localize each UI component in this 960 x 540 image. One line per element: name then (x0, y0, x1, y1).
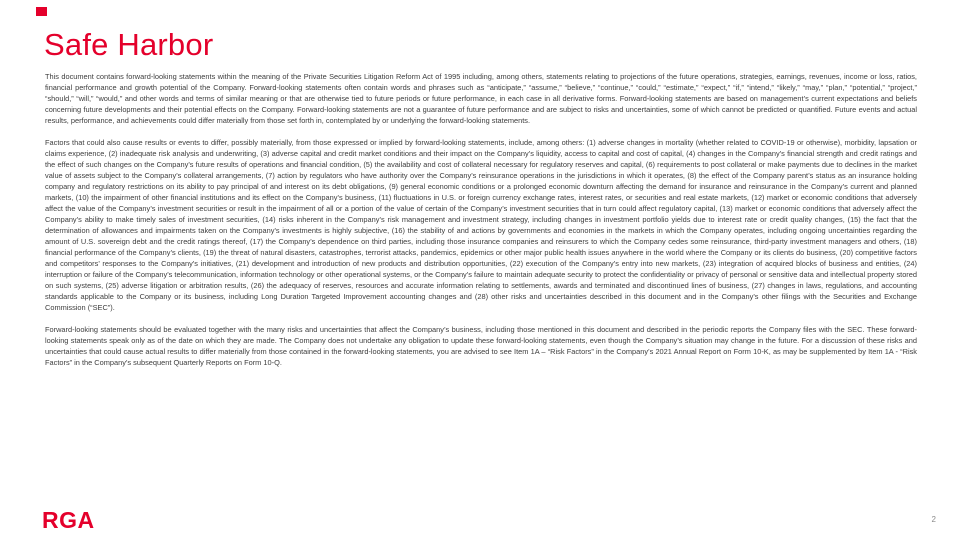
body-paragraph: Factors that could also cause results or events to differ, possibly materially, from those expressed or implied by forward-looking statements, include, among others: (1) adverse changes in mortality (whether related to COVID-19 or otherwise), morbidity, lapsation or claims experience, (2) inadequate risk analysis and underwriting, (3) adverse capital and credit market conditions and their impact on the Company’s liquidity, access to capital and cost of capital, (4) changes in the Company’s financial strength and credit ratings and the effect of such changes on the Company’s future results of operations and financial condition, (5) the availability and cost of collateral necessary for regulatory reserves and capital, (6) requirements to post collateral or make payments due to declines in the market value of assets subject to the Company’s collateral arrangements, (7) action by regulators who have authority over the Company’s reinsurance operations in the jurisdictions in which it operates, (8) the effect of the Company parent’s status as an insurance holding company and regulatory restrictions on its ability to pay principal of and interest on its debt obligations, (9) general economic conditions or a prolonged economic downturn affecting the demand for insurance and reinsurance in the Company’s current and planned markets, (10) the impairment of other financial institutions and its effect on the Company’s business, (11) fluctuations in U.S. or foreign currency exchange rates, interest rates, or securities and real estate markets, (12) market or economic conditions that adversely affect the value of the Company’s investment securities or result in the impairment of all or a portion of the value of certain of the Company’s investment securities that in turn could affect regulatory capital, (13) market or economic conditions that adversely affect the Company’s ability to make timely sales of investment securities, (14) risks inherent in the Company’s risk management and investment strategy, including changes in investment portfolio yields due to interest rate or credit quality changes, (15) the fact that the determination of allowances and impairments taken on the Company’s investments is highly subjective, (16) the stability of and actions by governments and economies in the markets in which the Company operates, including ongoing uncertainties regarding the amount of U.S. sovereign debt and the credit ratings thereof, (17) the Company’s dependence on third parties, including those insurance companies and reinsurers to which the Company cedes some reinsurance, third-party investment managers and others, (18) financial performance of the Company’s clients, (19) the threat of natural disasters, catastrophes, terrorist attacks, pandemics, epidemics or other major public health issues anywhere in the world where the Company or its clients do business, (20) competitive factors and competitors’ responses to the Company’s initiatives, (21) development and introduction of new products and distribution opportunities, (22) execution of the Company’s entry into new markets, (23) integration of acquired blocks of business and entities, (24) interruption or failure of the Company’s telecommunication, information technology or other operational systems, or the Company’s failure to maintain adequate security to protect the confidentiality or privacy of personal or sensitive data and intellectual property stored on such systems, (25) adverse litigation or arbitration results, (26) the adequacy of reserves, resources and accurate information relating to settlements, awards and terminated and discontinued lines of business, (27) changes in laws, regulations, and accounting standards applicable to the Company or its business, including Long Duration Targeted Improvement accounting changes and (28) other risks and uncertainties described in this document and in the Company’s other filings with the Securities and Exchange Commission (“SEC”). (45, 138, 917, 312)
corner-accent-mark (36, 7, 47, 16)
body-paragraph: Forward-looking statements should be evaluated together with the many risks and uncertainties that affect the Company’s business, including those mentioned in this document and described in the periodic reports the Company files with the SEC. These forward-looking statements speak only as of the date on which they are made. The Company does not undertake any obligation to update these forward-looking statements, even though the Company’s situation may change in the future. For a discussion of these risks and uncertainties that could cause actual results to differ materially from those contained in the forward-looking statements, you are advised to see Item 1A – “Risk Factors” in the Company’s 2021 Annual Report on Form 10-K, as may be supplemented by Item 1A - “Risk Factors” in the Company’s subsequent Quarterly Reports on Form 10-Q. (45, 325, 917, 367)
page-number: 2 (931, 515, 936, 524)
body-paragraph: This document contains forward-looking statements within the meaning of the Private Securities Litigation Reform Act of 1995 including, among others, statements relating to projections of the future operations, strategies, earnings, revenues, income or loss, ratios, financial performance and growth potential of the Company. Forward-looking statements often contain words and phrases such as “anticipate,” “assume,” “believe,” “continue,” “could,” “estimate,” “expect,” “if,” “intend,” “likely,” “may,” “plan,” “potential,” “project,” “should,” “will,” “would,” and other words and terms of similar meaning or that are otherwise tied to future periods or future performance, in each case in all derivative forms. Forward-looking statements are based on management’s current expectations and beliefs concerning future developments and their potential effects on the Company. Forward-looking statements are not a guarantee of future performance and are subject to risks and uncertainties, some of which cannot be predicted or quantified. Future events and actual results, performance, and achievements could differ materially from those set forth in, contemplated by or underlying the forward-looking statements. (45, 72, 917, 125)
page-title: Safe Harbor (44, 27, 214, 62)
rga-logo: RGA (42, 507, 95, 533)
disclaimer-text-block (45, 71, 917, 368)
